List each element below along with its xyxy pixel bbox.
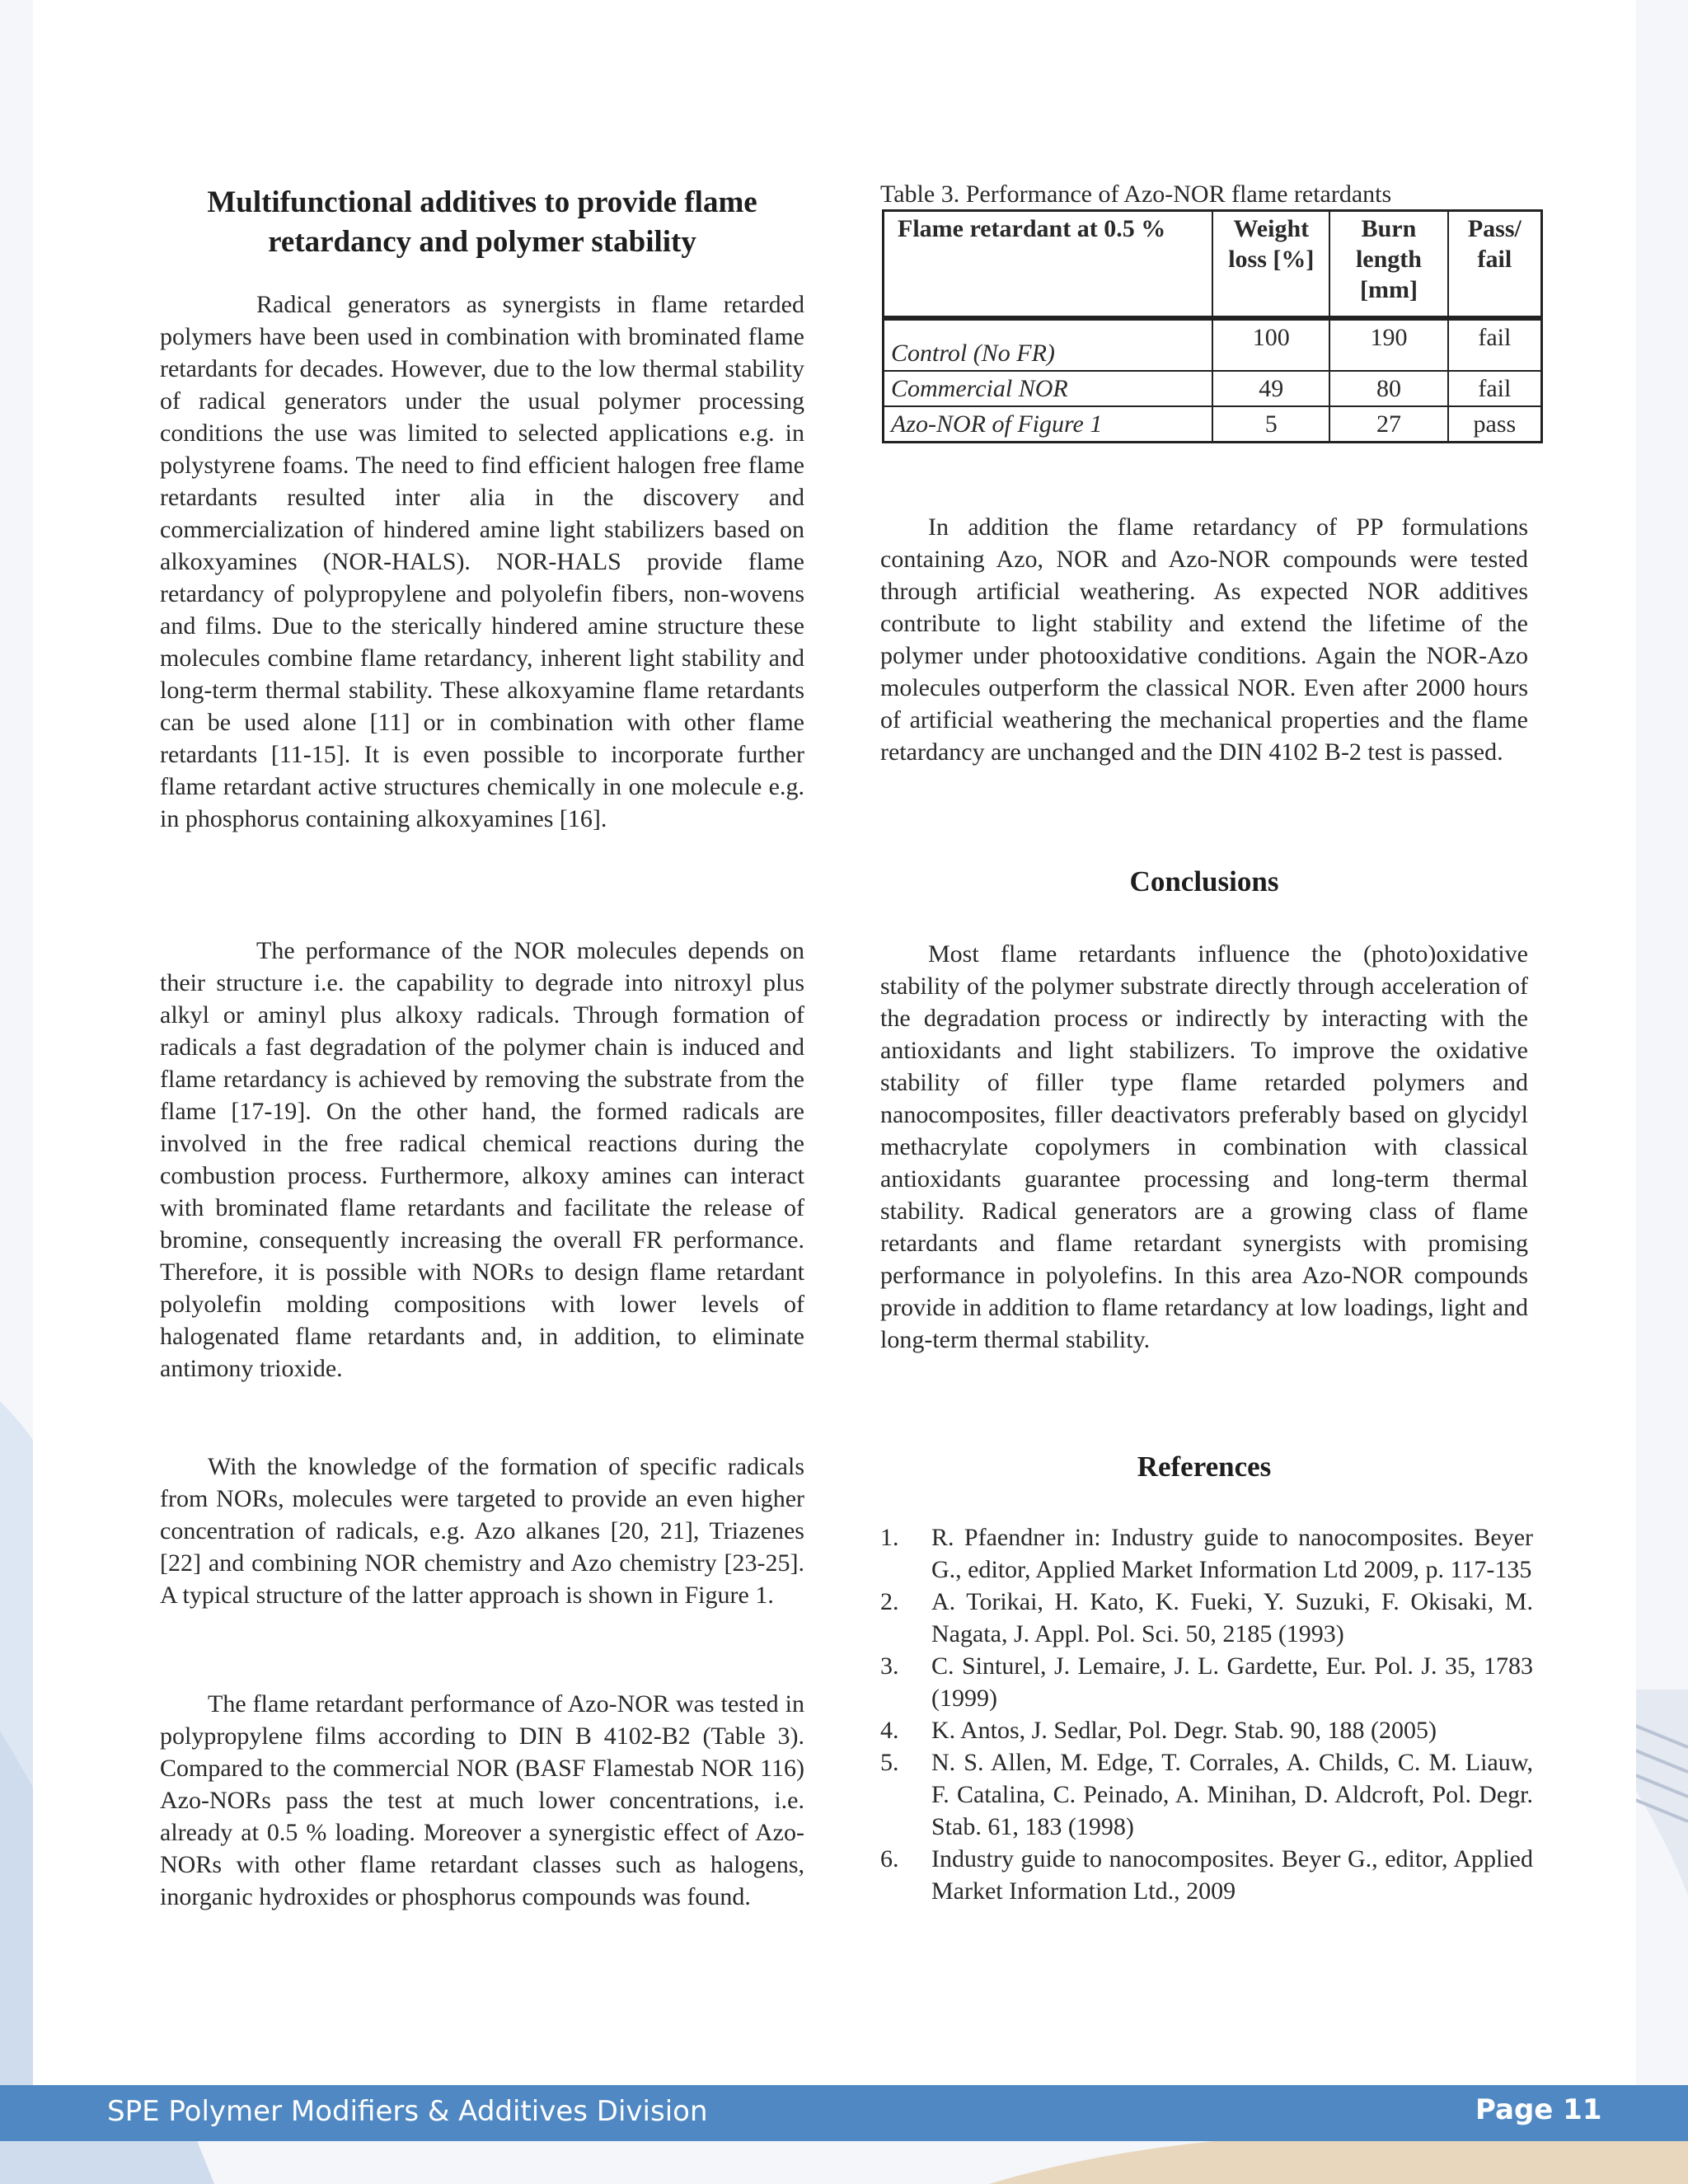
reference-item bbox=[880, 1521, 1533, 1586]
reference-item bbox=[880, 1650, 1533, 1714]
table-row bbox=[884, 318, 1542, 371]
reference-text: Industry guide to nanocomposites. Beyer G., editor, Applied Market Information Ltd., 2009 bbox=[931, 1845, 1533, 1905]
table-cell: fail bbox=[1448, 371, 1542, 406]
reference-text: K. Antos, J. Sedlar, Pol. Degr. Stab. 90, 188 (2005) bbox=[931, 1717, 1437, 1744]
references-heading: References bbox=[1137, 1451, 1272, 1483]
table-header-cell: Burn length [mm] bbox=[1329, 211, 1448, 318]
table-row bbox=[884, 371, 1542, 406]
reference-text: A. Torikai, H. Kato, K. Fueki, Y. Suzuki, F. Okisaki, M. Nagata, J. Appl. Pol. Sci. 50, 2185 (1993) bbox=[931, 1588, 1533, 1647]
reference-item bbox=[880, 1586, 1533, 1650]
table-cell: pass bbox=[1448, 406, 1542, 443]
table-cell: 27 bbox=[1329, 406, 1448, 443]
table-cell: Control (No FR) bbox=[884, 318, 1213, 371]
table-cell: Azo-NOR of Figure 1 bbox=[884, 406, 1213, 443]
reference-number: 6. bbox=[880, 1845, 899, 1872]
table-header-row bbox=[884, 211, 1542, 318]
article-title: Multifunctional additives to provide flame retardancy and polymer stability bbox=[207, 185, 757, 259]
footer-page-number: Page 11 bbox=[1475, 2093, 1602, 2126]
table-cell: Commercial NOR bbox=[884, 371, 1213, 406]
reference-text: R. Pfaendner in: Industry guide to nanocomposites. Beyer G., editor, Applied Market Information Ltd 2009, p. 117-135 bbox=[931, 1524, 1533, 1583]
table-cell: 5 bbox=[1212, 406, 1329, 443]
paragraph-radical-generators: Radical generators as synergists in flame retarded polymers have been used in combination with brominated flame retardants for decades. However, due to the low thermal stability of radical generators under the usual polymer processing conditions the use was limited to selected applications e.g. in polystyrene foams. The need to find efficient halogen free flame retardants resulted inter alia in the discovery and commercialization of hindered amine light stabilizers based on alkoxyamines (NOR-HALS). NOR-HALS provide flame retardancy of polypropylene and polyolefin fibers, non-wovens and films. Due to the sterically hindered amine structure these molecules combine flame retardancy, inherent light stability and long-term thermal stability. These alkoxyamine flame retardants can be used alone [11] or in combination with other flame retardants [11-15]. It is even possible to incorporate further flame retardant active structures chemically in one molecule e.g. in phosphorus containing alkoxyamines [16]. bbox=[160, 291, 804, 832]
references-list bbox=[880, 1521, 1533, 1907]
conclusions-heading: Conclusions bbox=[1129, 865, 1279, 898]
reference-text: N. S. Allen, M. Edge, T. Corrales, A. Childs, C. M. Liauw, F. Catalina, C. Peinado, A. Minihan, D. Aldcroft, Pol. Degr. Stab. 61, 183 (1998) bbox=[931, 1749, 1533, 1840]
reference-number: 3. bbox=[880, 1652, 899, 1680]
table-cell: fail bbox=[1448, 318, 1542, 371]
reference-number: 1. bbox=[880, 1524, 899, 1551]
reference-number: 4. bbox=[880, 1717, 899, 1744]
table-cell: 190 bbox=[1329, 318, 1448, 371]
footer-division-name: SPE Polymer Modifiers & Additives Division bbox=[107, 2095, 708, 2128]
reference-item bbox=[880, 1746, 1533, 1843]
reference-item bbox=[880, 1843, 1533, 1907]
paragraph-artificial-weathering: In addition the flame retardancy of PP formulations containing Azo, NOR and Azo-NOR compounds were tested through artificial weathering. As expected NOR additives contribute to light stability and extend the lifetime of the polymer under photooxidative conditions. Again the NOR-Azo molecules outperform the classical NOR. Even after 2000 hours of artificial weathering the mechanical properties and the flame retardancy are unchanged and the DIN 4102 B-2 test is passed. bbox=[880, 513, 1528, 766]
performance-table bbox=[882, 209, 1543, 443]
paragraph-flame-retardant-performance: The flame retardant performance of Azo-NOR was tested in polypropylene films according to DIN B 4102-B2 (Table 3). Compared to the commercial NOR (BASF Flamestab NOR 116) Azo-NORs pass the test at much lower concentrations, i.e. already at 0.5 % loading. Moreover a synergistic effect of Azo-NORs with other flame retardant classes such as halogens, inorganic hydroxides or phosphorus compounds was found. bbox=[160, 1690, 804, 1910]
table-header-cell: Pass/ fail bbox=[1448, 211, 1542, 318]
table-cell: 100 bbox=[1212, 318, 1329, 371]
reference-text: C. Sinturel, J. Lemaire, J. L. Gardette, Eur. Pol. J. 35, 1783 (1999) bbox=[931, 1652, 1533, 1712]
reference-number: 2. bbox=[880, 1588, 899, 1615]
paragraph-nor-performance: The performance of the NOR molecules depends on their structure i.e. the capability to degrade into nitroxyl plus alkyl or aminyl plus alkoxy radicals. Through formation of radicals a fast degradation of the polymer chain is induced and flame retardancy is achieved by removing the substrate from the flame [17-19]. On the other hand, the formed radicals are involved in the free radical chemical reactions during the combustion process. Furthermore, alkoxy amines can interact with brominated flame retardants and facilitate the release of bromine, consequently increasing the overall FR performance. Therefore, it is possible with NORs to design flame retardant polyolefin molding compositions with lower levels of halogenated flame retardants and, in addition, to eliminate antimony trioxide. bbox=[160, 937, 804, 1382]
table-cell: 80 bbox=[1329, 371, 1448, 406]
table-caption: Table 3. Performance of Azo-NOR flame retardants bbox=[880, 180, 1392, 208]
reference-item bbox=[880, 1714, 1533, 1746]
table-header-cell: Flame retardant at 0.5 % bbox=[884, 211, 1213, 318]
reference-number: 5. bbox=[880, 1749, 899, 1776]
table-header-cell: Weight loss [%] bbox=[1212, 211, 1329, 318]
paragraph-knowledge-formation: With the knowledge of the formation of specific radicals from NORs, molecules were targeted to provide an even higher concentration of radicals, e.g. Azo alkanes [20, 21], Triazenes [22] and combining NOR chemistry and Azo chemistry [23-25]. A typical structure of the latter approach is shown in Figure 1. bbox=[160, 1453, 804, 1609]
table-row bbox=[884, 406, 1542, 443]
table-cell: 49 bbox=[1212, 371, 1329, 406]
conclusions-paragraph: Most flame retardants influence the (photo)oxidative stability of the polymer substrate directly through acceleration of the degradation process or indirectly by interacting with the antioxidants and light stabilizers. To improve the oxidative stability of filler type flame retarded polymers and nanocomposites, filler deactivators preferably based on glycidyl methacrylate copolymers in combination with classical antioxidants guarantee processing and long-term thermal stability. Radical generators are a growing class of flame retardants and flame retardant synergists with promising performance in polyolefins. In this area Azo-NOR compounds provide in addition to flame retardancy at low loadings, light and long-term thermal stability. bbox=[880, 940, 1528, 1353]
